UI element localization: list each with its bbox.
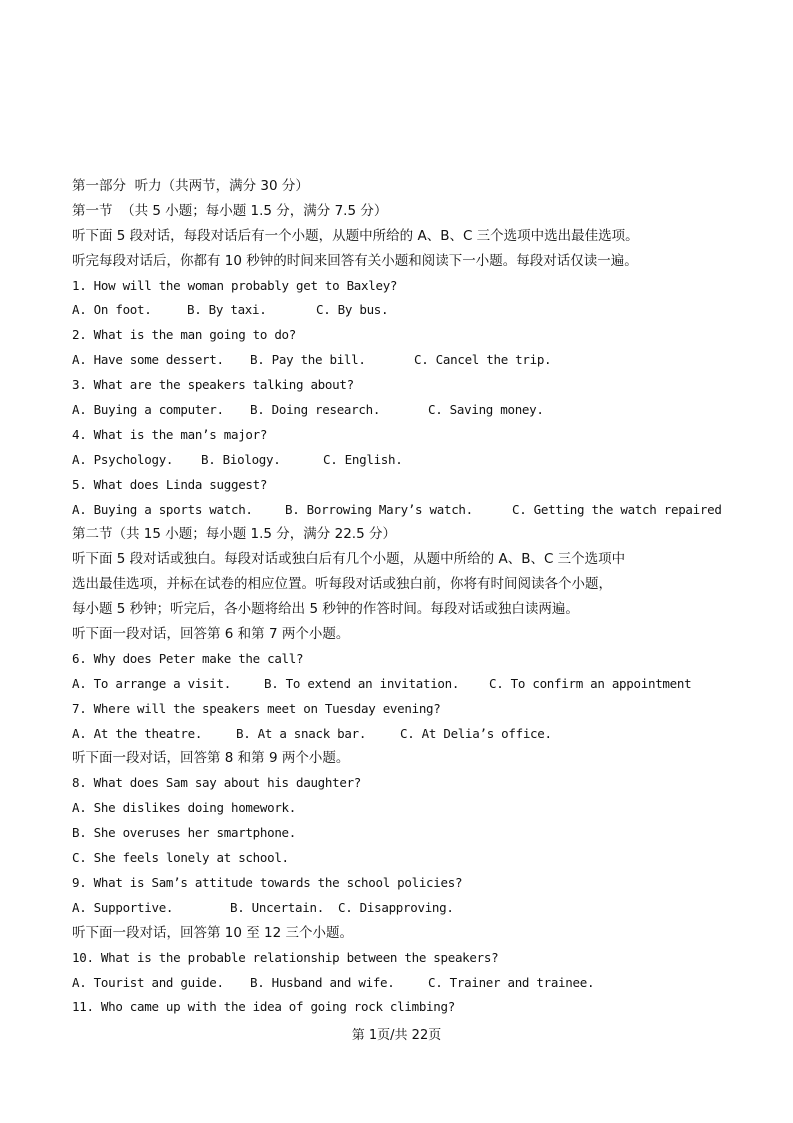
option-c: C. Disapproving. (338, 899, 454, 915)
question-8-option-a: A. She dislikes doing homework. (72, 800, 296, 816)
section1-instruction-2: 听完每段对话后，你都有 10 秒钟的时间来回答有关小题和阅读下一小题。每段对话仅读一遍。 (72, 252, 638, 269)
option-c: C. To confirm an appointment (489, 675, 692, 691)
question-8: 8. What does Sam say about his daughter? (72, 775, 362, 791)
question-10: 10. What is the probable relationship between the speakers? (72, 949, 499, 965)
option-a: A. On foot. (72, 302, 152, 318)
option-b: B. Uncertain. (230, 899, 324, 915)
option-c: C. Trainer and trainee. (428, 974, 595, 990)
question-2-options (72, 348, 772, 373)
question-8-option-b: B. She overuses her smartphone. (72, 825, 296, 841)
question-1-options (72, 298, 772, 323)
option-a: A. Buying a computer. (72, 402, 224, 418)
question-4: 4. What is the man’s major? (72, 426, 268, 442)
option-c: C. English. (323, 451, 403, 467)
question-1: 1. How will the woman probably get to Baxley? (72, 277, 398, 293)
option-b: B. Doing research. (250, 402, 381, 418)
question-3-options (72, 398, 772, 423)
question-6: 6. Why does Peter make the call? (72, 650, 304, 666)
option-a: A. Supportive. (72, 899, 174, 915)
question-3: 3. What are the speakers talking about? (72, 377, 354, 393)
option-a: A. Tourist and guide. (72, 974, 224, 990)
question-5-options (72, 498, 772, 523)
option-b: B. To extend an invitation. (264, 675, 460, 691)
question-9: 9. What is Sam’s attitude towards the school policies? (72, 874, 463, 890)
section2-title: 第二节（共 15 小题；每小题 1.5 分，满分 22.5 分） (72, 526, 396, 543)
option-a: A. Psychology. (72, 451, 174, 467)
question-2: 2. What is the man going to do? (72, 327, 296, 343)
option-b: B. By taxi. (187, 302, 267, 318)
question-4-options (72, 448, 772, 473)
page-number: 第 1页/共 22页 (351, 1028, 442, 1043)
section2-instruction-1: 听下面 5 段对话或独白。每段对话或独白后有几个小题，从题中所给的 A、B、C 三个选项中 (72, 551, 626, 568)
option-b: B. Husband and wife. (250, 974, 395, 990)
option-a: A. Have some dessert. (72, 352, 224, 368)
section1-instruction-1: 听下面 5 段对话，每段对话后有一个小题，从题中所给的 A、B、C 三个选项中选出最佳选项。 (72, 227, 639, 244)
question-6-options (72, 672, 772, 697)
option-b: B. Biology. (201, 451, 281, 467)
option-b: B. Pay the bill. (250, 352, 366, 368)
question-9-options (72, 896, 772, 921)
question-7: 7. Where will the speakers meet on Tuesday evening? (72, 700, 441, 716)
option-a: A. Buying a sports watch. (72, 501, 253, 517)
option-c: C. By bus. (316, 302, 389, 318)
listening-section (72, 174, 772, 1020)
option-c: C. Saving money. (428, 402, 544, 418)
dialog-intro-6-7: 听下面一段对话，回答第 6 和第 7 两个小题。 (72, 626, 350, 643)
section1-title: 第一节 （共 5 小题；每小题 1.5 分，满分 7.5 分） (72, 202, 388, 219)
question-7-options (72, 722, 772, 747)
dialog-intro-8-9: 听下面一段对话，回答第 8 和第 9 两个小题。 (72, 750, 350, 767)
section2-instruction-3: 每小题 5 秒钟；听完后，各小题将给出 5 秒钟的作答时间。每段对话或独白读两遍。 (72, 601, 579, 618)
part1-title: 第一部分 听力（共两节，满分 30 分） (72, 178, 309, 194)
option-a: A. To arrange a visit. (72, 675, 231, 691)
question-10-options (72, 971, 772, 996)
option-b: B. Borrowing Mary’s watch. (285, 501, 473, 517)
option-c: C. At Delia’s office. (400, 725, 552, 741)
option-b: B. At a snack bar. (236, 725, 367, 741)
question-5: 5. What does Linda suggest? (72, 476, 268, 492)
question-11: 11. Who came up with the idea of going rock climbing? (72, 999, 455, 1015)
option-a: A. At the theatre. (72, 725, 203, 741)
option-c: C. Getting the watch repaired (512, 501, 722, 517)
question-8-option-c: C. She feels lonely at school. (72, 850, 289, 866)
section2-instruction-2: 选出最佳选项，并标在试卷的相应位置。听每段对话或独白前，你将有时间阅读各个小题， (72, 576, 612, 593)
option-c: C. Cancel the trip. (414, 352, 552, 368)
dialog-intro-10-12: 听下面一段对话，回答第 10 至 12 三个小题。 (72, 924, 354, 941)
